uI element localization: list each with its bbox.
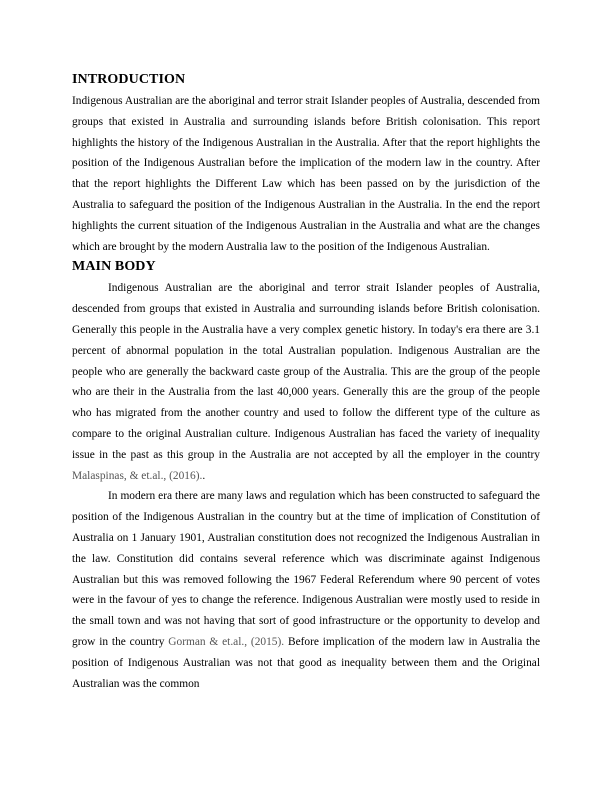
paragraph-text: Indigenous Australian are the aboriginal and terror strait Islander peoples of Australia, descended from groups that existed in Australia and surrounding islands before British colonisation. Generally this people in the Australia have a very complex genetic history. In today's era there are 3.1 percent of abnormal population in the total Australian population. Indigenous Australian are the people who are generally the backward caste group of the Australia. This are the group of the people who are their in the Australia from the last 40,000 years. Generally this are the group of the people who has migrated from the another country and used to follow the different type of the culture as compare to the original Australian culture. Indigenous Australian has faced the variety of inequality issue in the past as this group in the Australia are not accepted by all the employer in the country	[72, 282, 540, 461]
introduction-heading: INTRODUCTION	[72, 72, 186, 87]
citation-gorman: Gorman & et.al., (2015).	[168, 635, 285, 648]
citation-malaspinas: Malaspinas, & et.al., (2016).	[72, 469, 203, 482]
paragraph-text: In modern era there are many laws and regulation which has been constructed to safeguard the position of the Indigenous Australian in the country but at the time of implication of Constitution of Australia on 1 January 1901, Australian constitution does not recognized the Indigenous Australian in the law. Constitution did contains several reference which was discriminate against Indigenous Australian but this was removed following the 1967 Federal Referendum where 90 percent of votes were in the favour of yes to change the reference. Indigenous Australian were mostly used to reside in the small town and was not having that sort of good infrastructure or the opportunity to develop and grow in the country	[72, 490, 540, 648]
document-content	[72, 70, 540, 694]
paragraph-tail: .	[202, 469, 206, 482]
main-body-paragraph-2	[72, 486, 540, 694]
introduction-paragraph: Indigenous Australian are the aboriginal and terror strait Islander peoples of Australia, descended from groups that existed in Australia and surrounding islands before British colonisation. This report highlights the history of the Indigenous Australian in the Australia. After that the report highlights the position of the Indigenous Australian before the implication of the modern law in the country. After that the report highlights the Different Law which has been passed on by the jurisdiction of the Australia to safeguard the position of the Indigenous Australian in the Australia. In the end the report highlights the current situation of the Indigenous Australian in the Australia and what are the changes which are brought by the modern Australia law to the position of the Indigenous Australian.	[72, 95, 540, 253]
main-body-heading: MAIN BODY	[72, 259, 156, 275]
paragraph-tail: Before implication of the modern law in Australia the position of Indigenous Australian was not that good as inequality between them and the Original Australian was the common	[72, 635, 540, 690]
main-body-paragraph-1	[72, 278, 540, 486]
